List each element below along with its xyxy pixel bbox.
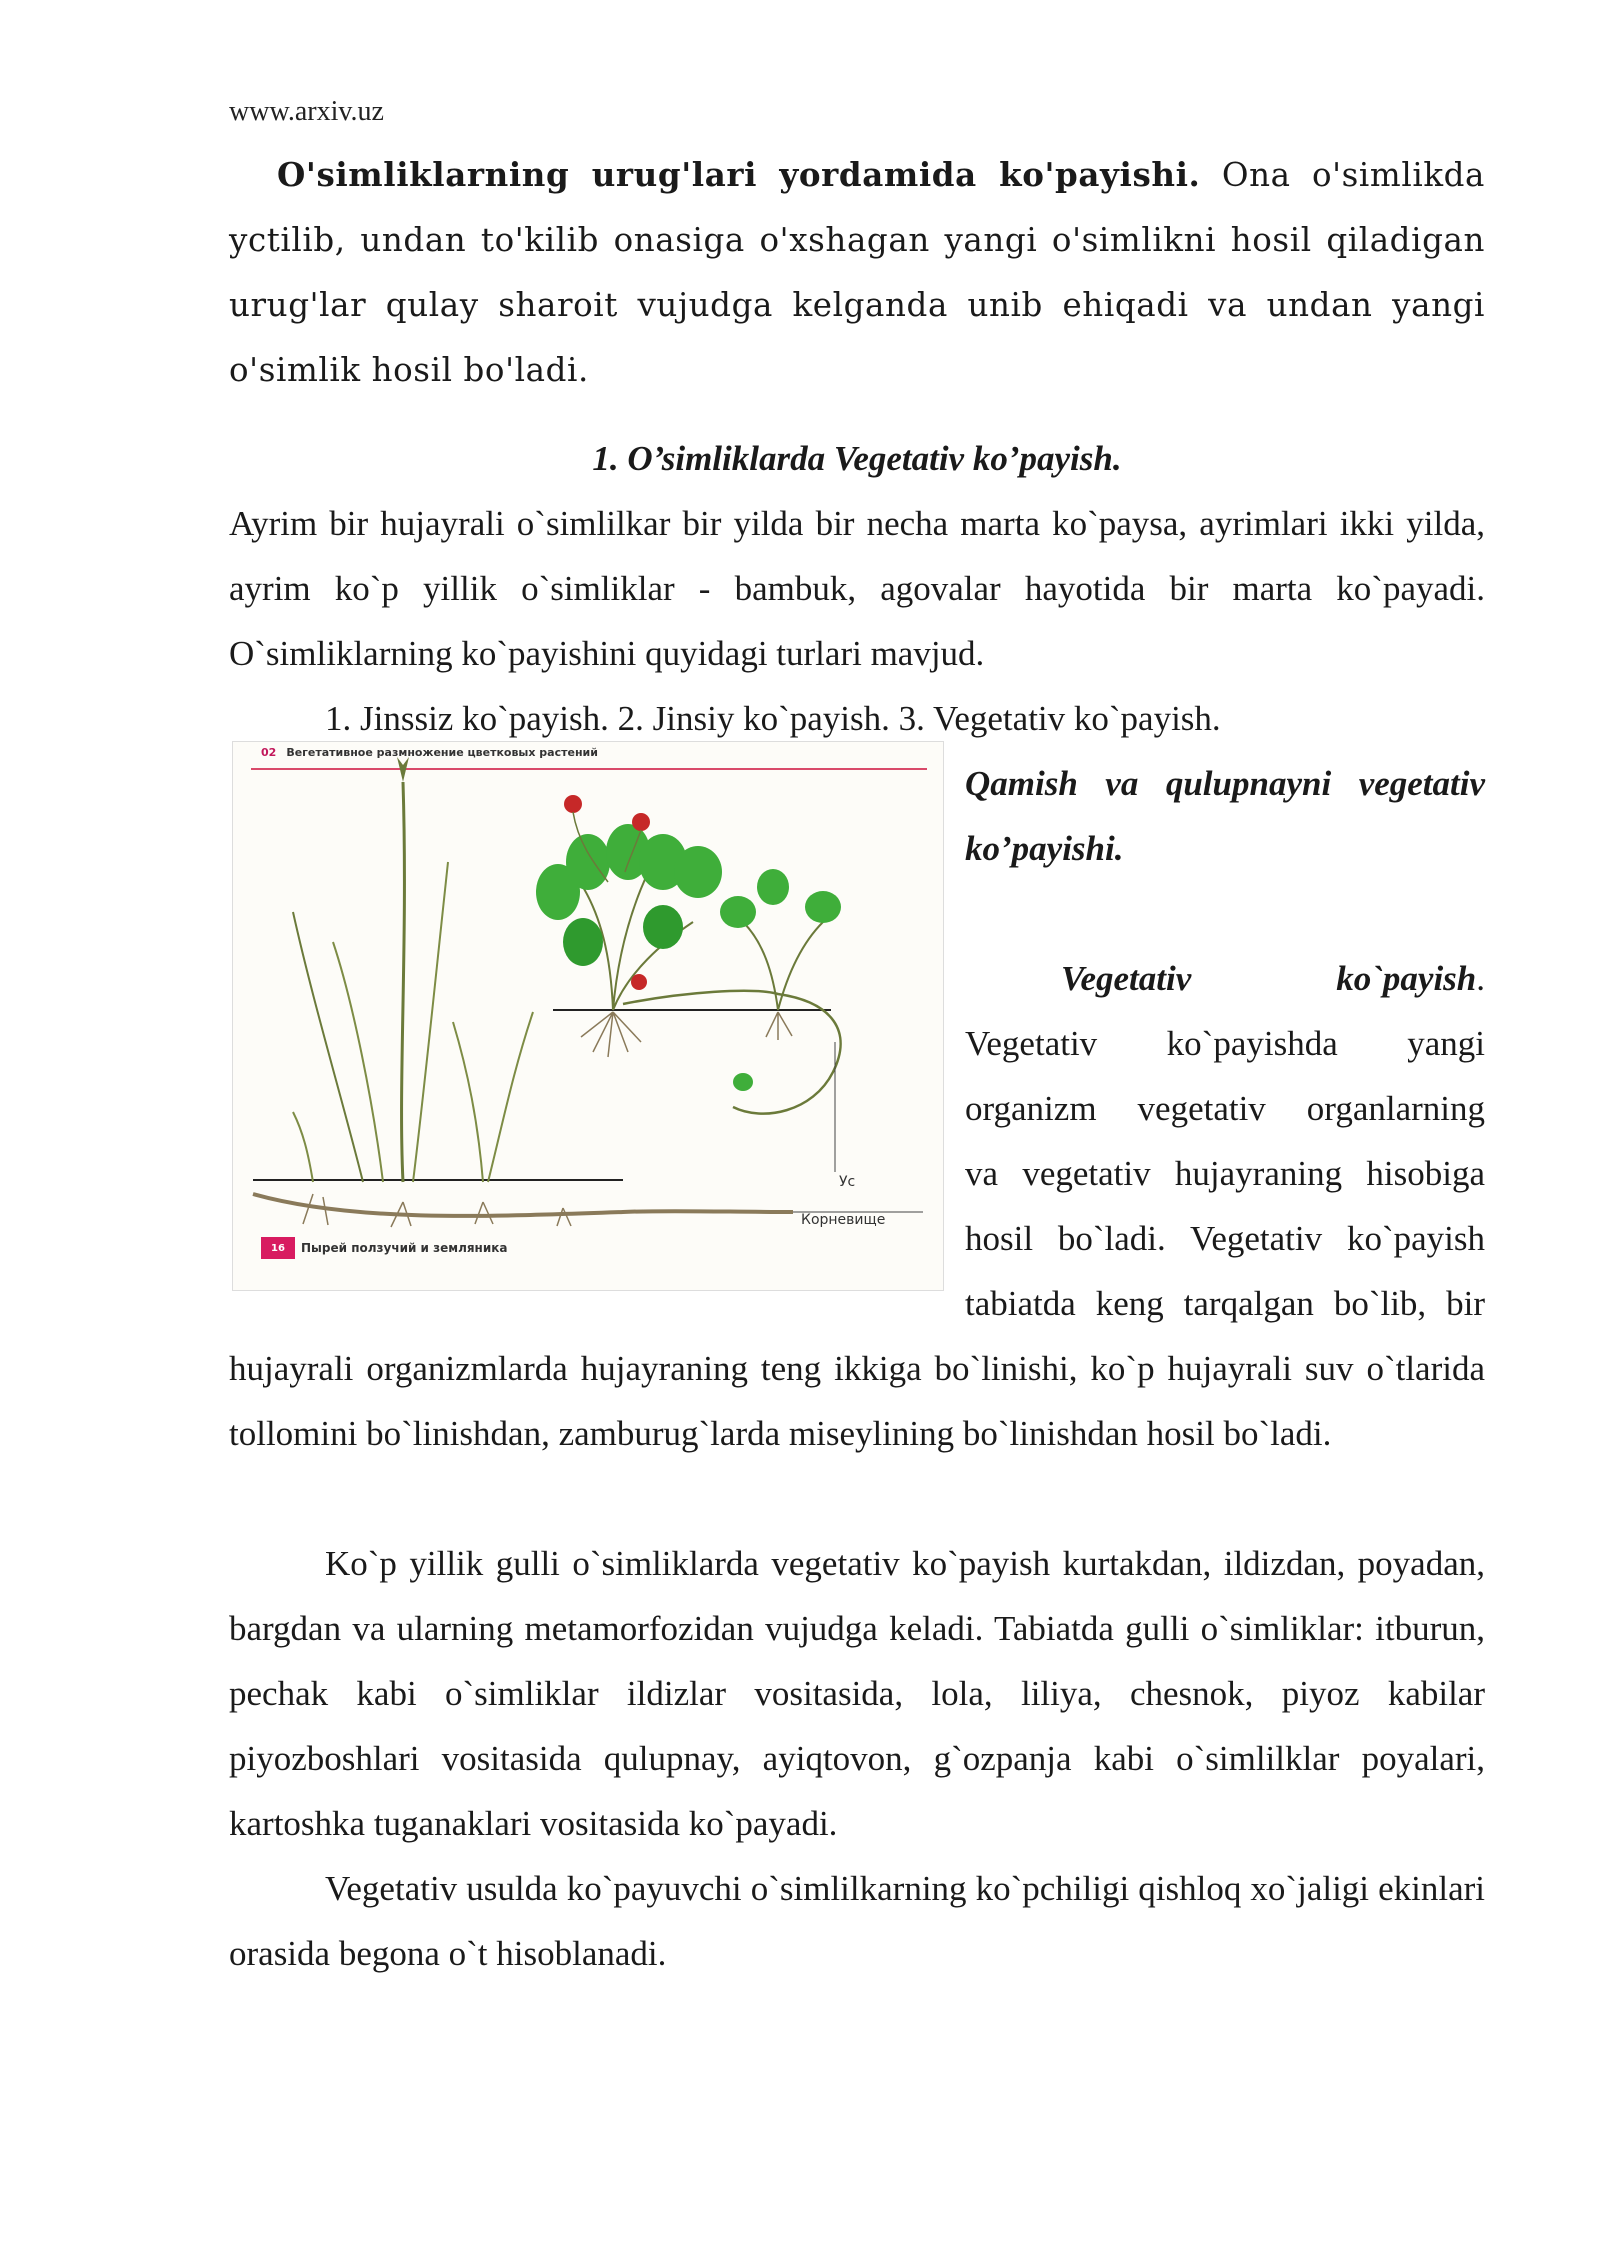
daughter-leaf-2 [757,869,789,905]
strawberry-leaf-7 [643,905,683,949]
strawberry-leaf-6 [563,918,603,966]
grass-sprout [293,1112,313,1182]
stolon-bud [733,1073,753,1091]
side-line-4: hosil bo`ladi. Vegetativ ko`payish [965,1219,1485,1258]
side-veg-heading [965,946,1485,1011]
strawberry-roots [581,1012,641,1057]
grass-leaf-5 [488,1012,533,1182]
site-header: www.arxiv.uz [229,96,384,127]
side-title-line2: ko’payishi. [965,829,1124,868]
paragraph-weeds: Vegetativ usulda ko`payuvchi o`simlilkarning ko`pchiligi qishloq xo`jaligi ekinlari orasida begona o`t hisoblanadi. [229,1869,1485,1973]
grass-spike [397,757,409,782]
section-heading: 1. O’simliklarda Vegetativ ko’payish. [592,439,1122,478]
daughter-roots [766,1012,792,1040]
plant-illustration [233,742,943,1290]
strawberry-leaf-2 [566,834,610,890]
side-line-3: va vegetativ hujayraning hisobiga [965,1154,1485,1193]
intro-bold: O'simliklarning urug'lari yordamida ko'payishi. [277,155,1201,194]
side-title-line1: Qamish va qulupnayni vegetativ [965,764,1485,803]
grass-leaf-3 [413,862,448,1182]
grass-stem-1 [402,782,405,1182]
strawberry-berry-1 [564,795,582,813]
label-rhizome: Корневище [801,1212,886,1228]
strawberry-leaf-5 [674,846,722,898]
veg-word-1: Vegetativ [1061,959,1192,998]
daughter-leaf-3 [805,891,841,923]
paragraph-reproduction-types: Ayrim bir hujayrali o`simlilkar bir yilda bir necha marta ko`paysa, ayrimlari ikki yilda, ayrim ko`p yillik o`simliklar - bambuk, agovalar hayotida bir marta ko`payadi. O`simliklarning ko`payishini quyidagi turlari mavjud. [229,504,1485,673]
intro-paragraph [229,142,1485,403]
label-stolon: Ус [839,1174,856,1190]
grass-leaf-4 [453,1022,483,1182]
daughter-stems [743,922,823,1010]
side-text-block [965,1011,1485,1336]
figure-top-caption: 02 Вегетативное размножение цветковых растений [261,746,598,759]
plant-figure [232,741,944,1291]
intro-text: Ona o'simlikda yctilib, undan to'kilib onasiga o'xshagan yangi o'simlikni hosil qiladigan urug'lar qulay sharoit vujudga kelganda unib ehiqadi va undan yangi o'simlik hosil bo'ladi. [229,156,1485,389]
side-line-2: organizm vegetativ organlarning [965,1089,1485,1128]
types-line: 1. Jinssiz ko`payish. 2. Jinsiy ko`payish. 3. Vegetativ ko`payish. [325,699,1221,738]
side-line-5: tabiatda keng tarqalgan bo`lib, bir [965,1284,1485,1323]
rhizome [253,1194,793,1216]
strawberry-berry-2 [632,813,650,831]
paragraph-perennial: Ko`p yillik gulli o`simliklarda vegetativ ko`payish kurtakdan, ildizdan, poyadan, bargdan va ularning metamorfozidan vujudga keladi. Tabiatda gulli o`simliklar: itburun, pechak kabi o`simliklar ildizlar vositasida, lola, liliya, chesnok, piyoz kabilar piyozboshlari vositasida qulupnay, ayiqtovon, g`ozpanja kabi o`simlilklar poyalari, kartoshka tuganaklari vositasida ko`payadi. [229,1544,1485,1843]
figure-bottom-caption: 16 Пырей ползучий и земляника [261,1237,508,1259]
figure-badge: 16 [261,1237,295,1259]
veg-word-2-wrap: ko`payish. [1336,959,1485,998]
strawberry-berry-3 [631,974,647,990]
side-line-1: Vegetativ ko`payishda yangi [965,1024,1485,1063]
grass-leaf-2 [333,942,383,1182]
daughter-leaf-1 [720,896,756,928]
paragraph-unicellular: hujayrali organizmlarda hujayraning teng ikkiga bo`linishi, ko`p hujayrali suv o`tlarida tollomini bo`linishdan, zamburug`larda miseylining bo`linishdan hosil bo`ladi. [229,1349,1485,1453]
